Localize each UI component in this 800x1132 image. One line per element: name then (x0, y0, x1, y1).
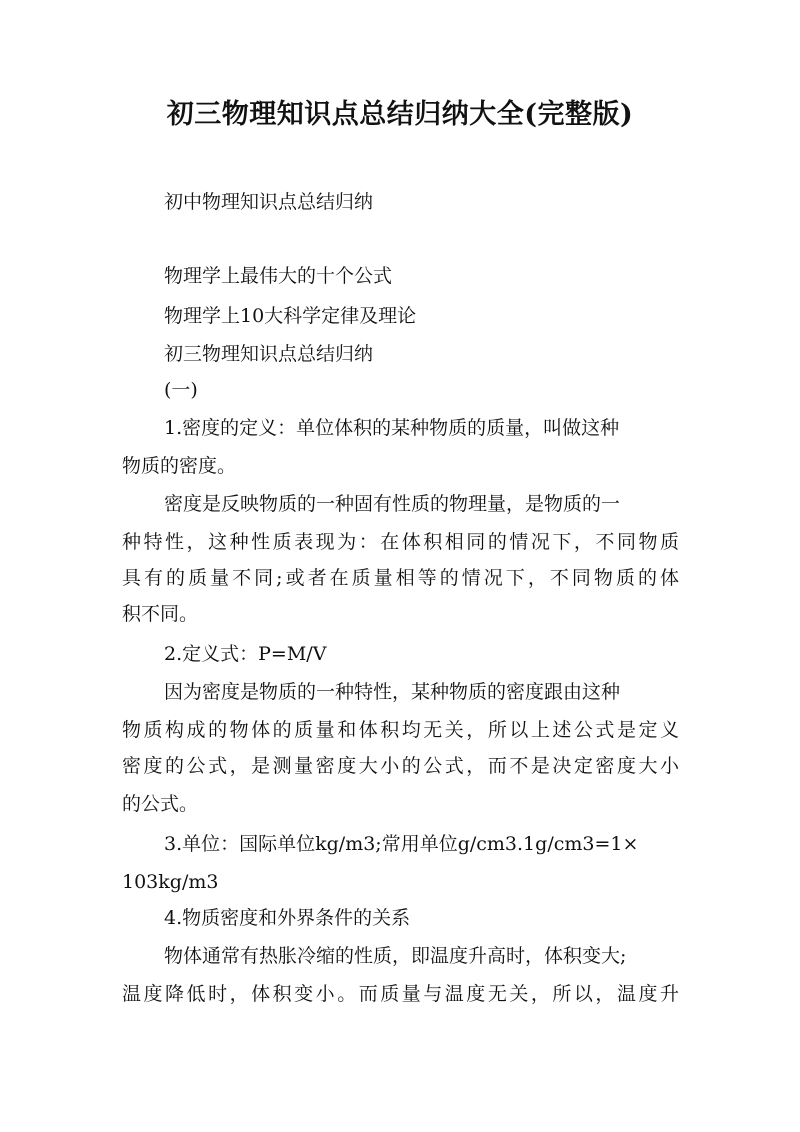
text-line: 物理学上最伟大的十个公式 (164, 265, 393, 287)
text-line: 物质构成的物体的质量和体积均无关，所以上述公式是定义 (122, 719, 679, 741)
text-line: 1.密度的定义：单位体积的某种物质的质量，叫做这种 (164, 417, 620, 439)
text-line: 4.物质密度和外界条件的关系 (164, 907, 411, 929)
text-line: 具有的质量不同;或者在质量相等的情况下，不同物质的体 (122, 567, 679, 589)
text-line: 种特性，这种性质表现为：在体积相同的情况下，不同物质 (122, 531, 679, 553)
text-line: 2.定义式：P=M/V (164, 643, 327, 665)
text-line: 密度的公式，是测量密度大小的公式，而不是决定密度大小 (122, 755, 679, 777)
text-line: 物理学上10大科学定律及理论 (164, 305, 417, 327)
text-line: 初中物理知识点总结归纳 (164, 191, 374, 213)
text-line: 因为密度是物质的一种特性，某种物质的密度跟由这种 (164, 681, 621, 703)
text-line: 密度是反映物质的一种固有性质的物理量，是物质的一 (164, 493, 621, 515)
text-line: 物体通常有热胀冷缩的性质，即温度升高时，体积变大; (164, 945, 627, 967)
text-line: (一) (164, 379, 198, 401)
text-line: 103kg/m3 (122, 871, 219, 893)
text-line: 初三物理知识点总结归纳 (164, 343, 374, 365)
text-line: 3.单位：国际单位kg/m3;常用单位g/cm3.1g/cm3=1× (164, 833, 639, 855)
text-line: 温度降低时，体积变小。而质量与温度无关，所以，温度升 (122, 983, 679, 1005)
document-title: 初三物理知识点总结归纳大全(完整版) (166, 99, 634, 130)
text-line: 物质的密度。 (122, 455, 237, 477)
text-line: 的公式。 (122, 793, 199, 815)
text-line: 积不同。 (122, 603, 199, 625)
